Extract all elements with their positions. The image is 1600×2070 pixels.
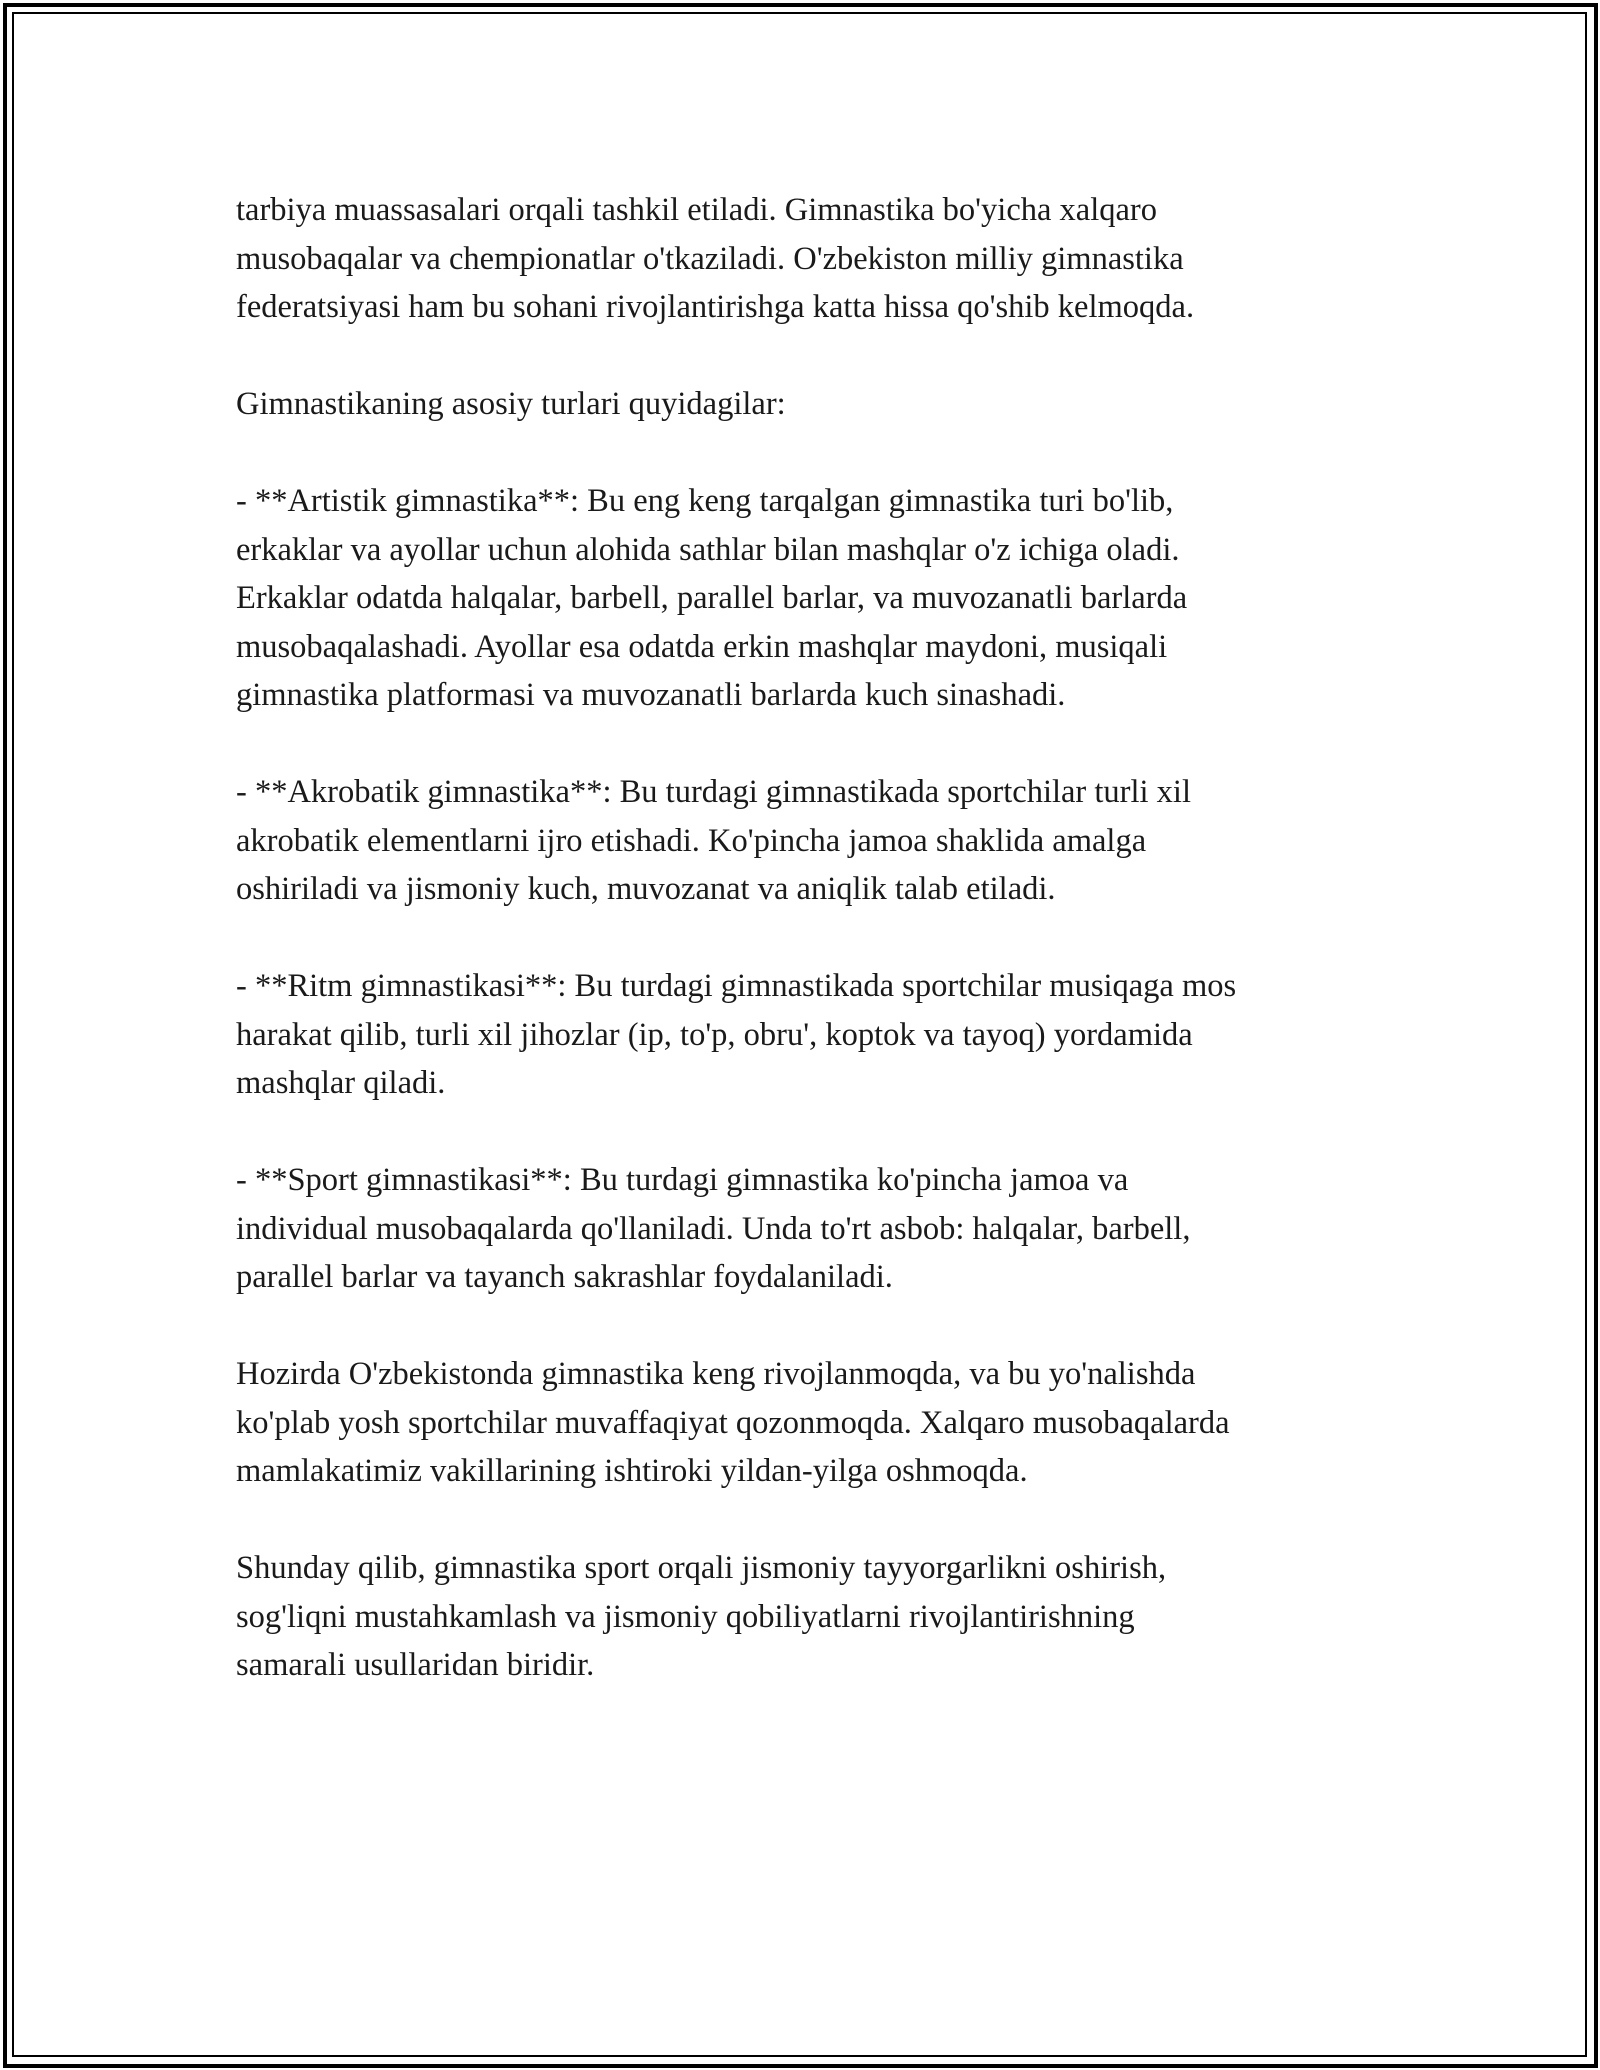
list-item-sport: - **Sport gimnastikasi**: Bu turdagi gimnastika ko'pincha jamoa va individual musobaqalarda qo'llaniladi. Unda to'rt asbob: halqalar, barbell, parallel barlar va tayanch sakrashlar foydalaniladi. xyxy=(236,1162,1191,1295)
list-item-artistic: - **Artistik gimnastika**: Bu eng keng tarqalgan gimnastika turi bo'lib, erkaklar va ayollar uchun alohida sathlar bilan mashqlar o'z ichiga oladi. Erkaklar odatda halqalar, barbell, parallel barlar, va muvozanatli barlarda musobaqalashadi. Ayollar esa odatda erkin mashqlar maydoni, musiqali gimnastika platformasi va muvozanatli barlarda kuch sinashadi. xyxy=(236,483,1188,713)
document-body xyxy=(236,186,1396,1738)
list-item-rhythmic: - **Ritm gimnastikasi**: Bu turdagi gimnastikada sportchilar musiqaga mos harakat qilib, turli xil jihozlar (ip, to'p, obru', koptok va tayoq) yordamida mashqlar qiladi. xyxy=(236,968,1237,1101)
paragraph-intro-continuation: tarbiya muassasalari orqali tashkil etiladi. Gimnastika bo'yicha xalqaro musobaqalar va chempionatlar o'tkaziladi. O'zbekiston milliy gimnastika federatsiyasi ham bu sohani rivojlantirishga katta hissa qo'shib kelmoqda. xyxy=(236,192,1195,325)
paragraph-current-state: Hozirda O'zbekistonda gimnastika keng rivojlanmoqda, va bu yo'nalishda ko'plab yosh sportchilar muvaffaqiyat qozonmoqda. Xalqaro musobaqalarda mamlakatimiz vakillarining ishtiroki yildan-yilga oshmoqda. xyxy=(236,1356,1230,1489)
list-item-acrobatic: - **Akrobatik gimnastika**: Bu turdagi gimnastikada sportchilar turli xil akrobatik elementlarni ijro etishadi. Ko'pincha jamoa shaklida amalga oshiriladi va jismoniy kuch, muvozanat va aniqlik talab etiladi. xyxy=(236,774,1191,907)
paragraph-types-heading: Gimnastikaning asosiy turlari quyidagilar: xyxy=(236,386,786,422)
paragraph-conclusion: Shunday qilib, gimnastika sport orqali jismoniy tayyorgarlikni oshirish, sog'liqni mustahkamlash va jismoniy qobiliyatlarni rivojlantirishning samarali usullaridan biridir. xyxy=(236,1550,1167,1683)
